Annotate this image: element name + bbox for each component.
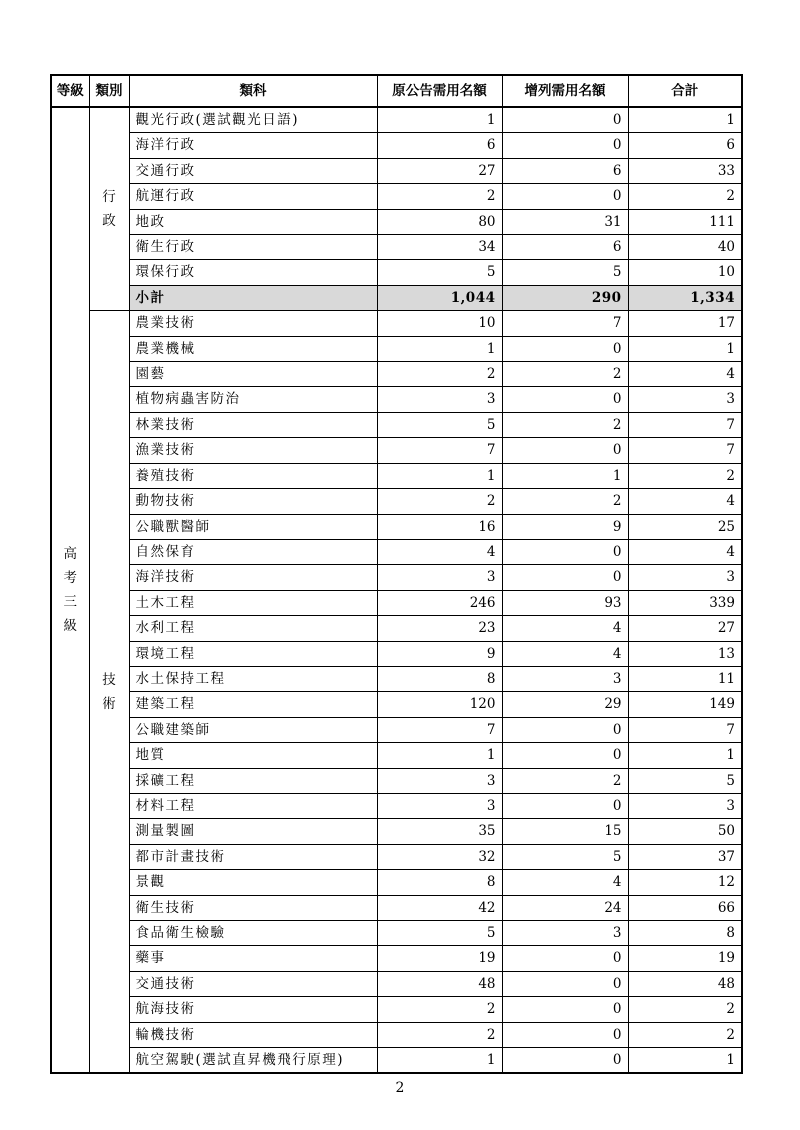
added-count: 24	[502, 895, 628, 920]
total-count: 2	[628, 997, 742, 1022]
added-count: 3	[502, 666, 628, 691]
total-count: 7	[628, 438, 742, 463]
subject-name: 航海技術	[129, 997, 377, 1022]
added-count: 4	[502, 870, 628, 895]
added-count: 0	[502, 793, 628, 818]
total-count: 40	[628, 235, 742, 260]
added-count: 2	[502, 489, 628, 514]
original-count: 42	[377, 895, 502, 920]
header-added: 增列需用名額	[502, 75, 628, 107]
subject-name: 衛生技術	[129, 895, 377, 920]
total-count: 6	[628, 133, 742, 158]
added-count: 7	[502, 311, 628, 336]
total-count: 8	[628, 921, 742, 946]
table-row	[51, 616, 742, 641]
total-count: 4	[628, 539, 742, 564]
subject-name: 土木工程	[129, 590, 377, 615]
table-row	[51, 768, 742, 793]
subject-name: 藥事	[129, 946, 377, 971]
table-row	[51, 895, 742, 920]
total-count: 3	[628, 387, 742, 412]
table-row	[51, 184, 742, 209]
total-count: 66	[628, 895, 742, 920]
original-count: 7	[377, 717, 502, 742]
subject-name: 植物病蟲害防治	[129, 387, 377, 412]
total-count: 13	[628, 641, 742, 666]
subject-name: 都市計畫技術	[129, 844, 377, 869]
added-count: 31	[502, 209, 628, 234]
added-count: 29	[502, 692, 628, 717]
subject-name: 交通技術	[129, 971, 377, 996]
total-count: 27	[628, 616, 742, 641]
total-count: 1	[628, 336, 742, 361]
total-count: 2	[628, 184, 742, 209]
header-grade: 等級	[51, 75, 89, 107]
table-row	[51, 565, 742, 590]
total-count: 37	[628, 844, 742, 869]
table-row	[51, 844, 742, 869]
subject-name: 海洋技術	[129, 565, 377, 590]
subject-name: 環境工程	[129, 641, 377, 666]
subject-name: 材料工程	[129, 793, 377, 818]
total-count: 3	[628, 565, 742, 590]
header-original: 原公告需用名額	[377, 75, 502, 107]
added-count: 0	[502, 997, 628, 1022]
total-count: 12	[628, 870, 742, 895]
total-count: 149	[628, 692, 742, 717]
added-count: 5	[502, 260, 628, 285]
subject-name: 漁業技術	[129, 438, 377, 463]
original-count: 2	[377, 1022, 502, 1047]
subject-name: 公職建築師	[129, 717, 377, 742]
category-admin-label: 行政	[102, 188, 116, 229]
original-count: 27	[377, 158, 502, 183]
subject-name: 自然保育	[129, 539, 377, 564]
original-count: 4	[377, 539, 502, 564]
subject-name: 航空駕駛(選試直昇機飛行原理)	[129, 1048, 377, 1074]
table-row	[51, 997, 742, 1022]
added-count: 93	[502, 590, 628, 615]
subject-name: 環保行政	[129, 260, 377, 285]
table-row	[51, 743, 742, 768]
total-count: 48	[628, 971, 742, 996]
added-count: 0	[502, 539, 628, 564]
original-count: 5	[377, 260, 502, 285]
total-count: 4	[628, 362, 742, 387]
original-count: 2	[377, 362, 502, 387]
original-count: 1	[377, 336, 502, 361]
added-count: 0	[502, 1048, 628, 1074]
subject-name: 農業技術	[129, 311, 377, 336]
added-count: 2	[502, 362, 628, 387]
table-row	[51, 1022, 742, 1047]
subject-name: 輪機技術	[129, 1022, 377, 1047]
table-row	[51, 971, 742, 996]
table-row	[51, 133, 742, 158]
subject-name: 建築工程	[129, 692, 377, 717]
subject-name: 水土保持工程	[129, 666, 377, 691]
subtotal-row	[51, 285, 742, 310]
added-count: 290	[502, 285, 628, 310]
subject-name: 林業技術	[129, 412, 377, 437]
table-row	[51, 1048, 742, 1074]
original-count: 23	[377, 616, 502, 641]
original-count: 2	[377, 997, 502, 1022]
total-count: 50	[628, 819, 742, 844]
subject-name: 航運行政	[129, 184, 377, 209]
page-number: 2	[395, 1080, 405, 1096]
added-count: 5	[502, 844, 628, 869]
total-count: 4	[628, 489, 742, 514]
added-count: 2	[502, 412, 628, 437]
added-count: 0	[502, 946, 628, 971]
original-count: 10	[377, 311, 502, 336]
grade-cell	[51, 107, 89, 1073]
added-count: 15	[502, 819, 628, 844]
original-count: 7	[377, 438, 502, 463]
subject-name: 動物技術	[129, 489, 377, 514]
table-row	[51, 387, 742, 412]
subject-name: 採礦工程	[129, 768, 377, 793]
added-count: 0	[502, 184, 628, 209]
added-count: 9	[502, 514, 628, 539]
original-count: 246	[377, 590, 502, 615]
total-count: 1	[628, 743, 742, 768]
added-count: 0	[502, 971, 628, 996]
original-count: 3	[377, 565, 502, 590]
added-count: 6	[502, 235, 628, 260]
table-row	[51, 260, 742, 285]
original-count: 1	[377, 107, 502, 133]
table-body	[51, 107, 742, 1073]
added-count: 2	[502, 768, 628, 793]
added-count: 3	[502, 921, 628, 946]
subject-name: 交通行政	[129, 158, 377, 183]
category-admin	[89, 107, 129, 311]
total-count: 5	[628, 768, 742, 793]
total-count: 1	[628, 1048, 742, 1074]
category-tech-label: 技術	[102, 671, 116, 712]
added-count: 0	[502, 438, 628, 463]
table-row	[51, 539, 742, 564]
subject-name: 海洋行政	[129, 133, 377, 158]
subject-name: 觀光行政(選試觀光日語)	[129, 107, 377, 133]
original-count: 1	[377, 463, 502, 488]
original-count: 2	[377, 184, 502, 209]
original-count: 9	[377, 641, 502, 666]
table-row	[51, 463, 742, 488]
added-count: 6	[502, 158, 628, 183]
total-count: 2	[628, 1022, 742, 1047]
added-count: 0	[502, 565, 628, 590]
added-count: 0	[502, 133, 628, 158]
added-count: 0	[502, 1022, 628, 1047]
original-count: 19	[377, 946, 502, 971]
table-row	[51, 336, 742, 361]
added-count: 1	[502, 463, 628, 488]
total-count: 7	[628, 412, 742, 437]
original-count: 35	[377, 819, 502, 844]
total-count: 17	[628, 311, 742, 336]
total-count: 1	[628, 107, 742, 133]
grade-cell-label: 高考三級	[63, 546, 77, 635]
subject-name: 地政	[129, 209, 377, 234]
subject-name: 食品衛生檢驗	[129, 921, 377, 946]
original-count: 120	[377, 692, 502, 717]
original-count: 34	[377, 235, 502, 260]
total-count: 33	[628, 158, 742, 183]
total-count: 3	[628, 793, 742, 818]
table-row	[51, 107, 742, 133]
table-row	[51, 412, 742, 437]
added-count: 0	[502, 743, 628, 768]
original-count: 8	[377, 666, 502, 691]
subtotal-name: 小計	[129, 285, 377, 310]
total-count: 10	[628, 260, 742, 285]
subject-name: 景觀	[129, 870, 377, 895]
table-row	[51, 717, 742, 742]
added-count: 0	[502, 336, 628, 361]
table-row	[51, 666, 742, 691]
quota-table	[50, 74, 743, 1074]
subject-name: 園藝	[129, 362, 377, 387]
total-count: 25	[628, 514, 742, 539]
original-count: 3	[377, 387, 502, 412]
original-count: 3	[377, 768, 502, 793]
table-row	[51, 489, 742, 514]
table-row	[51, 158, 742, 183]
added-count: 0	[502, 387, 628, 412]
original-count: 6	[377, 133, 502, 158]
table-row	[51, 209, 742, 234]
total-count: 7	[628, 717, 742, 742]
added-count: 0	[502, 717, 628, 742]
table-row	[51, 235, 742, 260]
added-count: 4	[502, 641, 628, 666]
total-count: 111	[628, 209, 742, 234]
original-count: 5	[377, 921, 502, 946]
total-count: 1,334	[628, 285, 742, 310]
subject-name: 地質	[129, 743, 377, 768]
total-count: 11	[628, 666, 742, 691]
table-row	[51, 311, 742, 336]
subject-name: 水利工程	[129, 616, 377, 641]
total-count: 339	[628, 590, 742, 615]
subject-name: 公職獸醫師	[129, 514, 377, 539]
subject-name: 測量製圖	[129, 819, 377, 844]
header-row	[51, 75, 742, 107]
header-subject: 類科	[129, 75, 377, 107]
table-row	[51, 692, 742, 717]
table-row	[51, 590, 742, 615]
original-count: 3	[377, 793, 502, 818]
original-count: 8	[377, 870, 502, 895]
original-count: 5	[377, 412, 502, 437]
table-row	[51, 438, 742, 463]
added-count: 4	[502, 616, 628, 641]
header-total: 合計	[628, 75, 742, 107]
table-row	[51, 641, 742, 666]
table-row	[51, 362, 742, 387]
original-count: 80	[377, 209, 502, 234]
table-row	[51, 514, 742, 539]
original-count: 48	[377, 971, 502, 996]
subject-name: 農業機械	[129, 336, 377, 361]
original-count: 32	[377, 844, 502, 869]
header-category: 類別	[89, 75, 129, 107]
table-row	[51, 946, 742, 971]
original-count: 1	[377, 743, 502, 768]
table-row	[51, 921, 742, 946]
table-row	[51, 793, 742, 818]
original-count: 1,044	[377, 285, 502, 310]
category-tech	[89, 311, 129, 1074]
table-row	[51, 870, 742, 895]
original-count: 1	[377, 1048, 502, 1074]
subject-name: 衛生行政	[129, 235, 377, 260]
added-count: 0	[502, 107, 628, 133]
total-count: 19	[628, 946, 742, 971]
total-count: 2	[628, 463, 742, 488]
subject-name: 養殖技術	[129, 463, 377, 488]
original-count: 16	[377, 514, 502, 539]
table-row	[51, 819, 742, 844]
original-count: 2	[377, 489, 502, 514]
